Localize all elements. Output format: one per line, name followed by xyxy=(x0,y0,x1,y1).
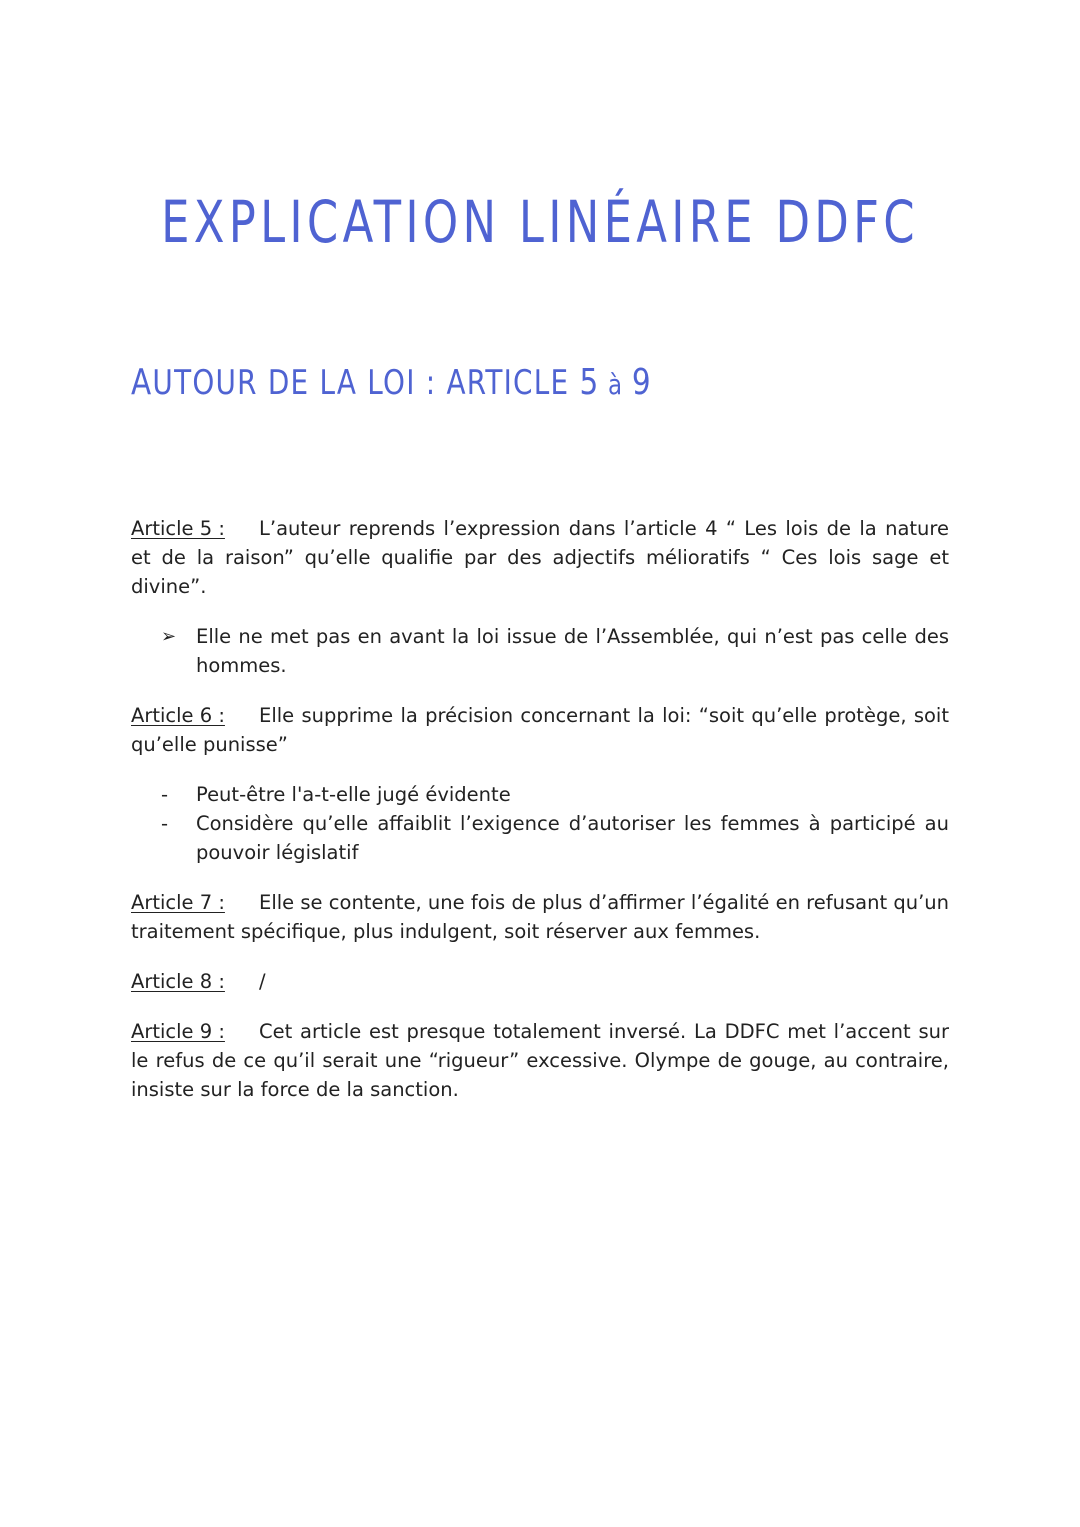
article-5-label: Article 5 : xyxy=(131,517,225,540)
page-title: EXPLICATION LINÉAIRE DDFC xyxy=(161,188,919,256)
article-7-paragraph xyxy=(131,888,949,946)
article-8-paragraph xyxy=(131,967,949,996)
arrow-bullet-icon: ➢ xyxy=(161,626,177,647)
article-9-label: Article 9 : xyxy=(131,1020,225,1043)
dash-bullet-icon: - xyxy=(161,783,169,806)
article-6-paragraph xyxy=(131,701,949,759)
article-7-text: Elle se contente, une fois de plus d’affirmer l’égalité en refusant qu’un traitement spécifique, plus indulgent, soit réserver aux femmes. xyxy=(131,891,949,943)
article-5-paragraph xyxy=(131,514,949,601)
list-item xyxy=(131,780,949,809)
article-8-text: / xyxy=(259,970,266,993)
article-5-bullet-text: Elle ne met pas en avant la loi issue de l’Assemblée, qui n’est pas celle des hommes. xyxy=(196,625,949,677)
section-heading xyxy=(131,362,652,403)
article-6-label: Article 6 : xyxy=(131,704,225,727)
section-heading-initial: A xyxy=(131,362,153,403)
article-8-label: Article 8 : xyxy=(131,970,225,993)
list-item xyxy=(131,809,949,867)
dash-bullet-icon: - xyxy=(161,812,169,835)
article-9-paragraph xyxy=(131,1017,949,1104)
section-heading-text: UTOUR DE LA LOI : ARTICLE xyxy=(152,363,580,403)
section-heading-num-end: 9 xyxy=(631,362,652,403)
article-6-text: Elle supprime la précision concernant la loi: “soit qu’elle protège, soit qu’elle punisse” xyxy=(131,704,949,756)
article-list xyxy=(131,514,949,1104)
article-6-bullets xyxy=(131,780,949,867)
article-5-text: L’auteur reprends l’expression dans l’article 4 “ Les lois de la nature et de la raison” qu’elle qualifie par des adjectifs mélioratifs “ Ces lois sage et divine”. xyxy=(131,517,949,598)
article-9-text: Cet article est presque totalement inversé. La DDFC met l’accent sur le refus de ce qu’il serait une “rigueur” excessive. Olympe de gouge, au contraire, insiste sur la force de la sanction. xyxy=(131,1020,949,1101)
section-heading-num-start: 5 xyxy=(579,362,600,403)
article-6-bullet-text: Peut-être l'a-t-elle jugé évidente xyxy=(196,783,511,806)
article-5-bullets xyxy=(131,622,949,680)
list-item xyxy=(131,622,949,680)
section-heading-connector: à xyxy=(599,368,632,401)
article-7-label: Article 7 : xyxy=(131,891,225,914)
article-6-bullet-text: Considère qu’elle affaiblit l’exigence d’autoriser les femmes à participé au pouvoir législatif xyxy=(196,812,949,864)
